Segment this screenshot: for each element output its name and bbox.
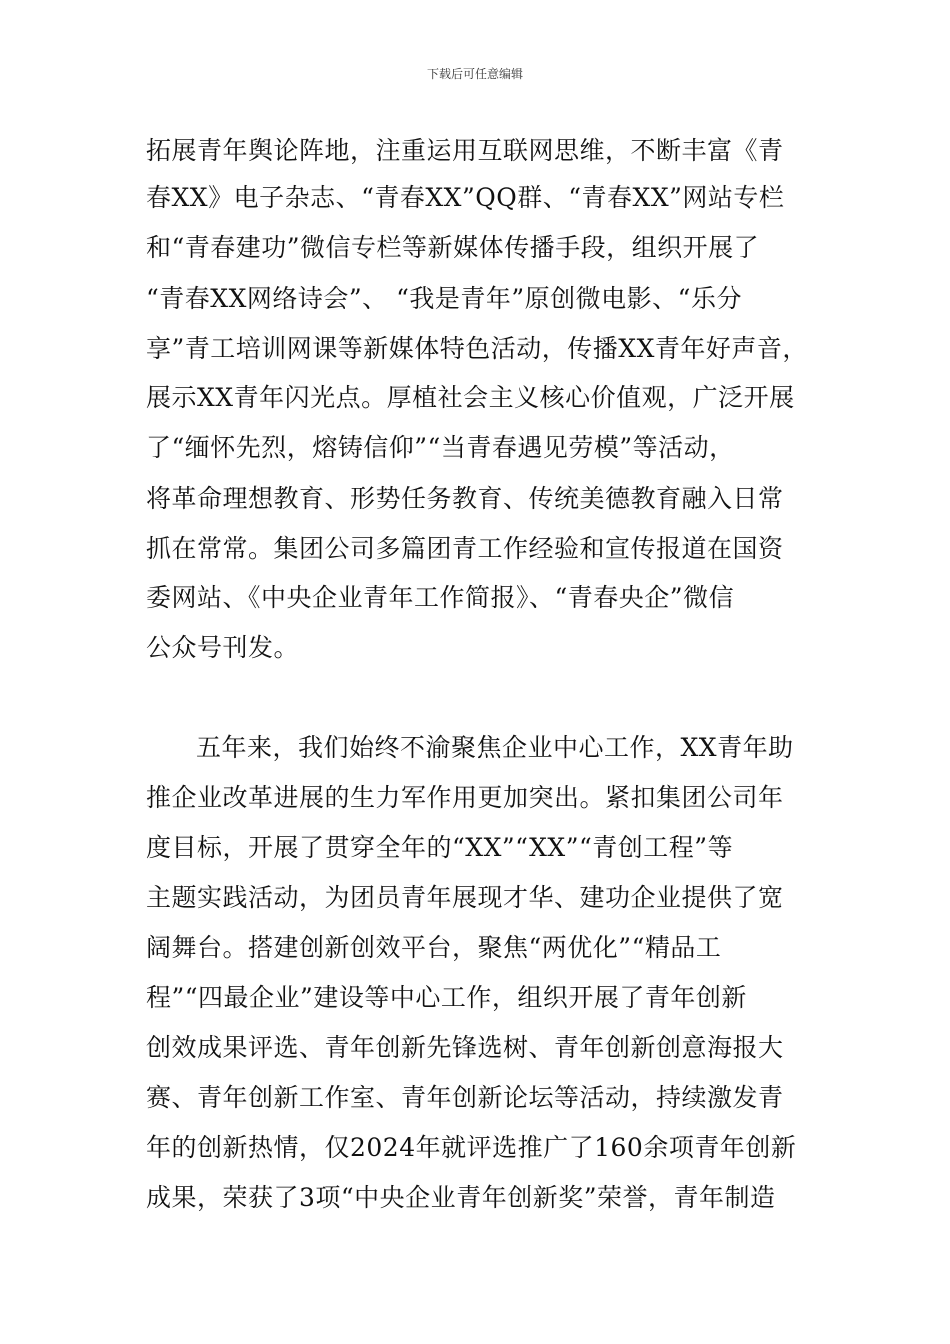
text-line: 春XX》电子杂志、“青春XX”QQ群、“青春XX”网站专栏 (146, 183, 785, 212)
text-line: 展示XX青年闪光点。厚植社会主义核心价值观，广泛开展 (146, 383, 795, 412)
text-line: 主题实践活动，为团员青年展现才华、建功企业提供了宽 (146, 883, 784, 912)
page-header: 下载后可任意编辑 (426, 67, 523, 81)
text-line: 公众号刊发。 (146, 633, 300, 662)
text-line: 阔舞台。搭建创新创效平台，聚焦“两优化”“精品工 (146, 933, 722, 962)
text-line: 成果，荣获了3项“中央企业青年创新奖”荣誉，青年制造 (146, 1183, 776, 1212)
text-line: 度目标，开展了贯穿全年的“XX”“XX”“青创工程”等 (146, 833, 734, 862)
text-line: 年的创新热情，仅2024年就评选推广了160余项青年创新 (146, 1133, 797, 1162)
text-line: 和“青春建功”微信专栏等新媒体传播手段，组织开展了 (146, 233, 760, 262)
text-line: 五年来，我们始终不渝聚焦企业中心工作，XX青年助 (196, 733, 794, 762)
text-line: 了“缅怀先烈，熔铸信仰”“当青春遇见劳模”等活动， (146, 433, 735, 462)
text-line: 拓展青年舆论阵地，注重运用互联网思维，不断丰富《青 (146, 136, 784, 165)
text-line: 将革命理想教育、形势任务教育、传统美德教育融入日常 (146, 484, 784, 513)
text-line: 委网站、《中央企业青年工作简报》、“青春央企”微信 (146, 583, 735, 612)
text-line: “青春XX网络诗会”、 “我是青年”原创微电影、“乐分 (146, 284, 742, 313)
text-line: 程”“四最企业”建设等中心工作，组织开展了青年创新 (146, 983, 747, 1012)
text-line: 抓在常常。集团公司多篇团青工作经验和宣传报道在国资 (146, 534, 784, 563)
text-line: 赛、青年创新工作室、青年创新论坛等活动，持续激发青 (146, 1083, 784, 1112)
text-line: 创效成果评选、青年创新先锋选树、青年创新创意海报大 (146, 1033, 784, 1062)
text-line: 享”青工培训网课等新媒体特色活动，传播XX青年好声音， (146, 334, 808, 363)
text-line: 推企业改革进展的生力军作用更加突出。紧扣集团公司年 (146, 783, 784, 812)
